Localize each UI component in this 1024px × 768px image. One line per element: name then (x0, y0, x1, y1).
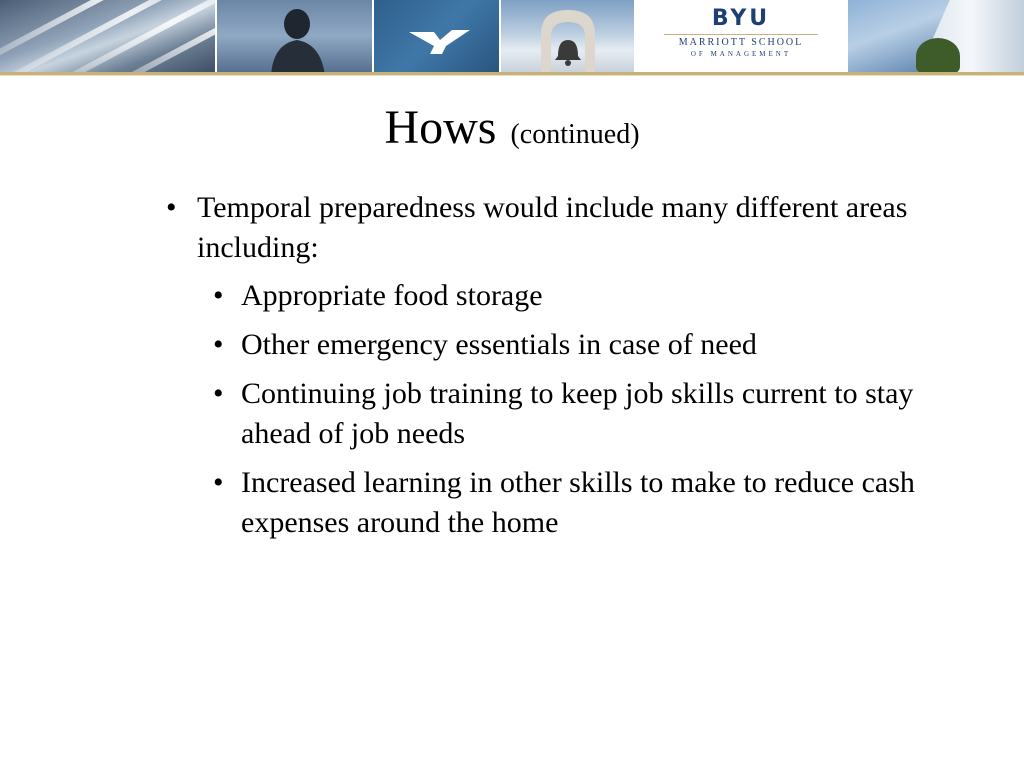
byu-marriott-logo (636, 0, 846, 72)
logo-management-text: OF MANAGEMENT (690, 50, 792, 58)
statue-photo (217, 0, 372, 72)
bullet-dot-icon: • (166, 191, 177, 224)
bell-icon (535, 4, 601, 72)
slide-title (0, 100, 1024, 155)
logo-byu-text: BYU (711, 6, 771, 31)
sub-bullet-item (160, 463, 920, 543)
bullet-dot-icon: • (213, 466, 224, 499)
campus-building-photo (848, 0, 1024, 72)
slide-body (160, 188, 920, 552)
sub-bullet-text: Increased learning in other skills to make to reduce cash expenses around the home (241, 466, 915, 539)
bullet-item (160, 188, 920, 268)
header-banner (0, 0, 1024, 72)
steel-architecture-photo (0, 0, 215, 72)
bullet-dot-icon: • (213, 377, 224, 410)
banner-light-rule (0, 75, 1024, 76)
sub-bullet-text: Appropriate food storage (241, 279, 543, 312)
y-letter-icon (404, 26, 474, 56)
logo-school-text: MARRIOTT SCHOOL (678, 37, 804, 48)
sub-bullet-item (160, 276, 920, 316)
statue-icon (257, 6, 337, 72)
y-mountain-photo (374, 0, 499, 72)
sub-bullet-text: Continuing job training to keep job skills current to stay ahead of job needs (241, 377, 914, 450)
slide-title-subtitle: (continued) (510, 119, 640, 150)
sub-bullet-item (160, 325, 920, 365)
sub-bullet-text: Other emergency essentials in case of need (241, 328, 757, 361)
tree-shape (916, 38, 960, 72)
logo-divider (664, 34, 818, 35)
bell-tower-photo (501, 0, 634, 72)
slide-title-main: Hows (384, 101, 497, 154)
bullet-dot-icon: • (213, 279, 224, 312)
bullet-dot-icon: • (213, 328, 224, 361)
bullet-text: Temporal preparedness would include many different areas including: (197, 191, 908, 264)
sub-bullet-item (160, 374, 920, 454)
